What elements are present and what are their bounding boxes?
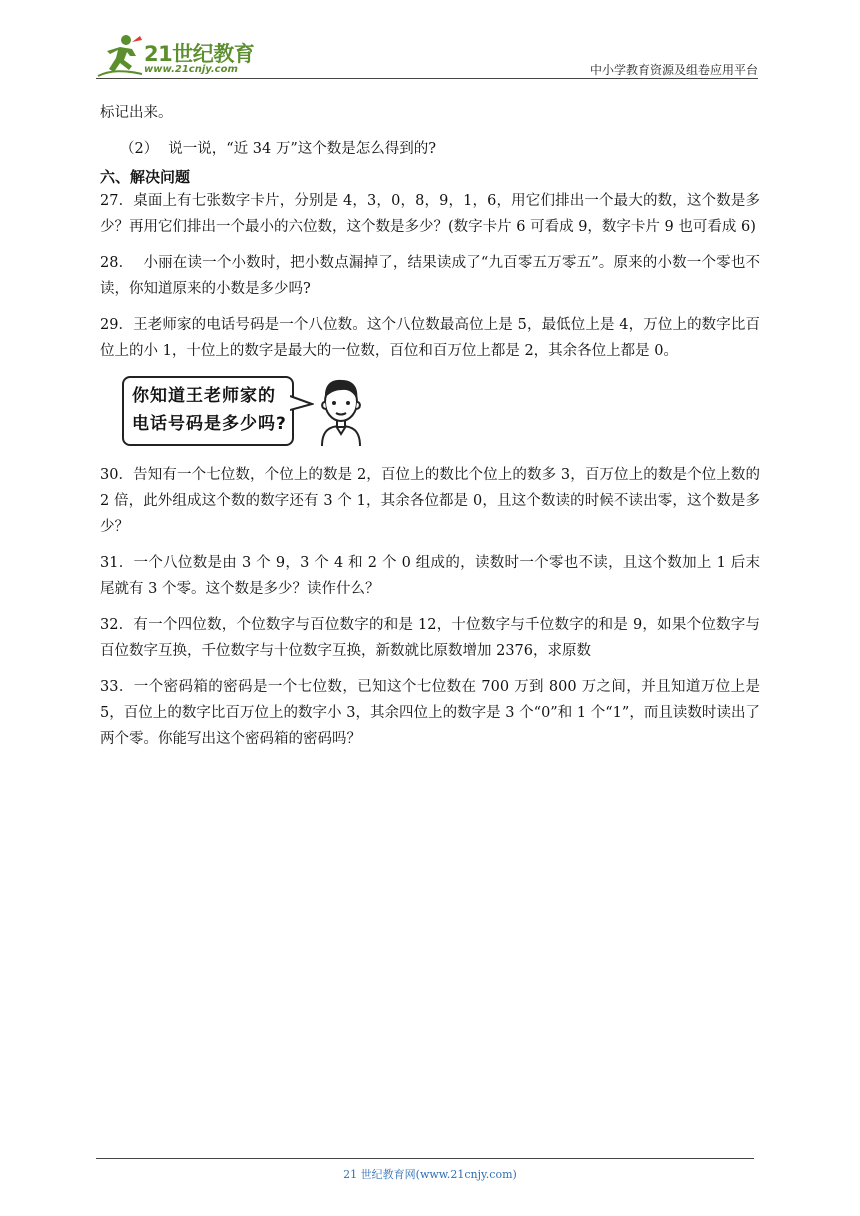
question-29: 29．王老师家的电话号码是一个八位数。这个八位数最高位上是 5，最低位上是 4，万位上的数字比百位上的小 1，十位上的数字是最大的一位数，百位和百万位上都是 2，其余各位上都是 0。 [100, 317, 760, 359]
sub-question-number: （2） [120, 141, 159, 157]
question-28 [100, 250, 760, 302]
section-title: 六、解决问题 [100, 168, 191, 186]
boy-cartoon-icon [312, 374, 370, 448]
question-31: 31．一个八位数是由 3 个 9，3 个 4 和 2 个 0 组成的，读数时一个零也不读，且这个数加上 1 后末尾就有 3 个零。这个数是多少？读作什么？ [100, 555, 760, 597]
question-30: 30．告知有一个七位数，个位上的数是 2，百位上的数比个位上的数多 3，百万位上的数是个位上数的 2 倍，此外组成这个数的数字还有 3 个 1，其余各位都是 0，且这个数读的时候不读出零，这个数是多少？ [100, 467, 760, 535]
question-28-number: 28． [100, 255, 134, 271]
question-32: 32．有一个四位数，个位数字与百位数字的和是 12，十位数字与千位数字的和是 9，如果个位数字与百位数字互换，千位数字与十位数字互换，新数就比原数增加 2376，求原数 [100, 617, 760, 659]
speech-bubble-text [132, 382, 288, 438]
page-footer: 21 世纪教育网(www.21cnjy.com) [343, 1168, 517, 1181]
logo-title: 21世纪教育 [144, 42, 255, 66]
document-body [100, 100, 760, 762]
bubble-line-2: 电话号码是多少吗? [132, 414, 287, 434]
footer-divider [96, 1158, 754, 1159]
sub-question-text: 说一说，“近 34 万”这个数是怎么得到的? [168, 141, 437, 157]
logo-url: www.21cnjy.com [144, 64, 238, 75]
bubble-line-1: 你知道王老师家的 [132, 386, 276, 406]
question-33: 33．一个密码箱的密码是一个七位数，已知这个七位数在 700 万到 800 万之间，并且知道万位上是 5，百位上的数字比百万位上的数字小 3，其余四位上的数字是 3 个“0”和 1 个“1”，而且读数时读出了两个零。你能写出这个密码箱的密码吗？ [100, 679, 760, 747]
speech-bubble-tail-icon [290, 394, 314, 414]
question-28-text: 小丽在读一个小数时，把小数点漏掉了，结果读成了“九百零五万零五”。原来的小数一个零也不读，你知道原来的小数是多少吗? [100, 255, 760, 297]
header-divider [96, 78, 758, 79]
sub-question-2 [100, 136, 760, 162]
page-header [96, 32, 758, 80]
site-logo [96, 32, 266, 78]
question-29-illustration [122, 374, 760, 448]
continuation-line: 标记出来。 [100, 105, 173, 121]
running-figure-icon [96, 32, 144, 78]
platform-tagline: 中小学教育资源及组卷应用平台 [589, 63, 758, 77]
question-27: 27．桌面上有七张数字卡片，分别是 4，3，0，8，9，1，6，用它们排出一个最大的数，这个数是多少？再用它们排出一个最小的六位数，这个数是多少？(数字卡片 6 可看成 9，数字卡片 9 也可看成 6) [100, 193, 760, 235]
speech-bubble [122, 376, 294, 446]
